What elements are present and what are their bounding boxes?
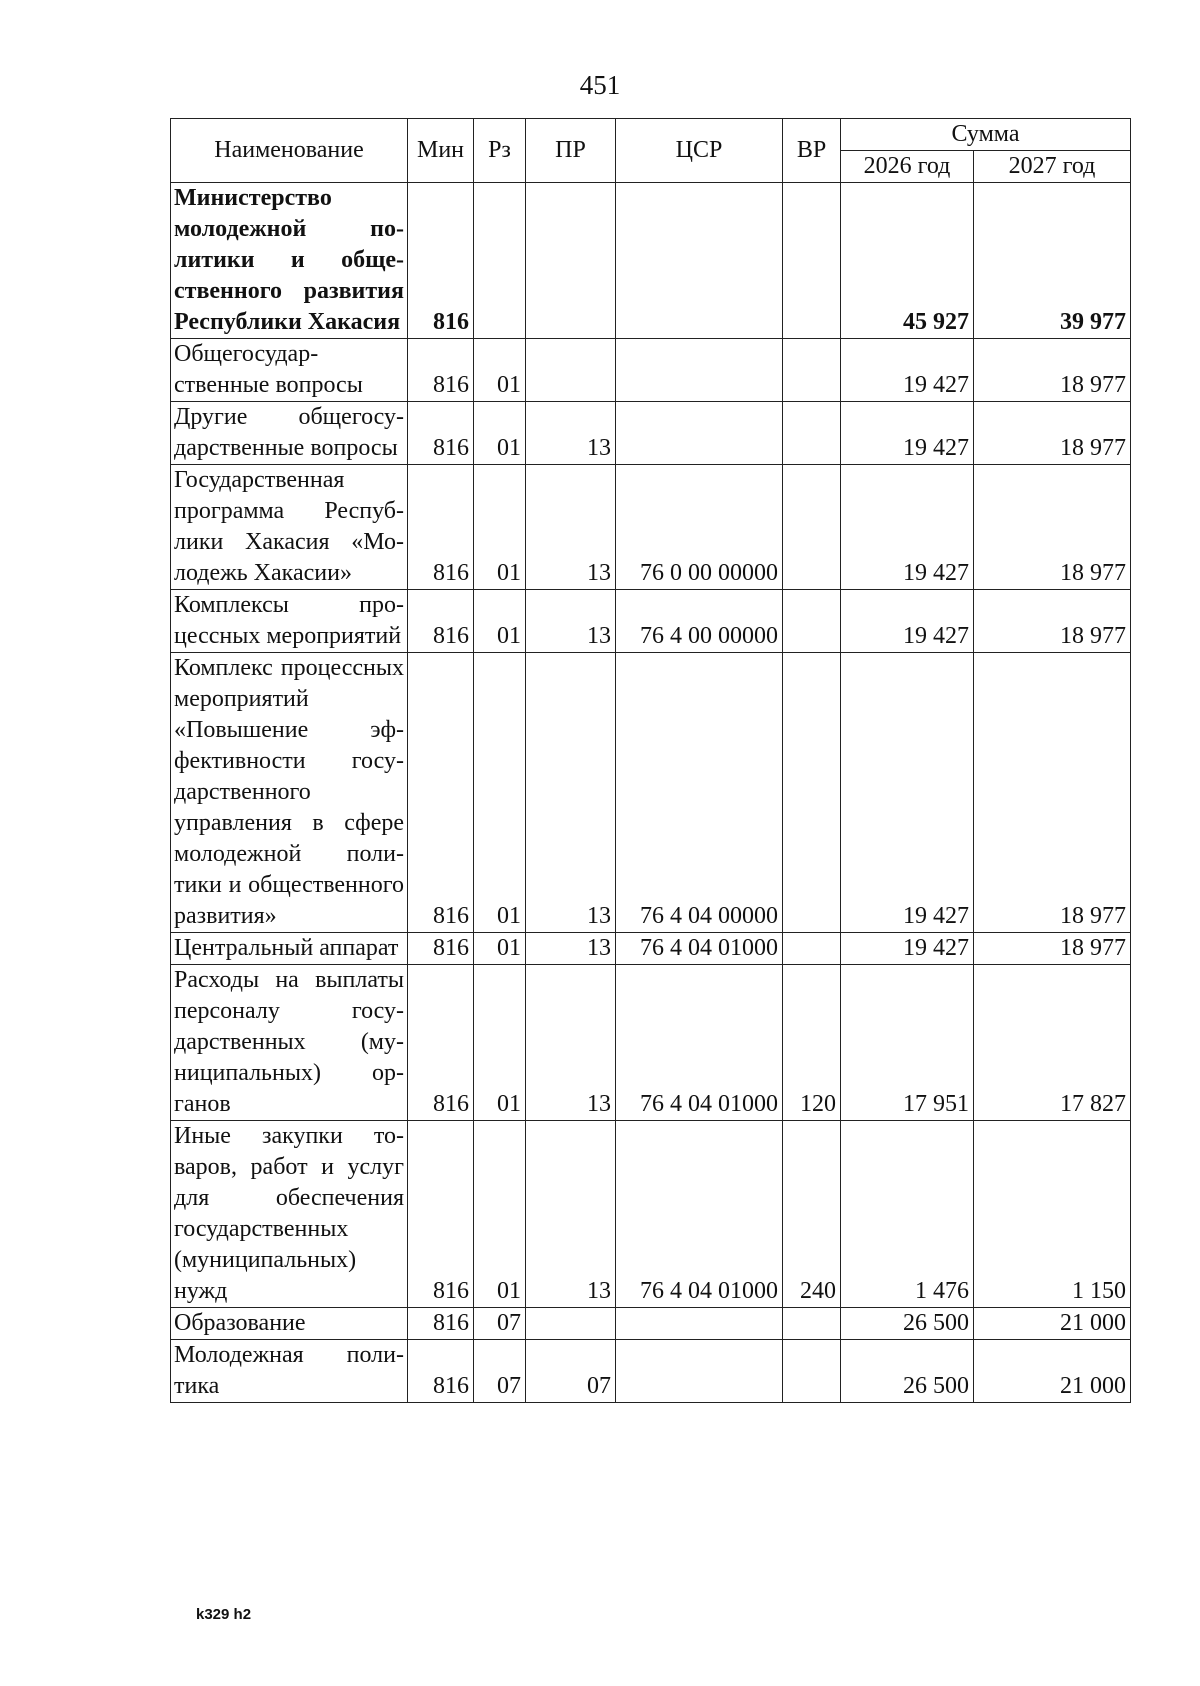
row-rz: 01 bbox=[474, 653, 526, 933]
row-min: 816 bbox=[408, 1121, 474, 1308]
row-sum-2026: 19 427 bbox=[841, 402, 974, 465]
row-pr: 07 bbox=[526, 1340, 616, 1403]
row-sum-2026: 26 500 bbox=[841, 1340, 974, 1403]
header-sum: Сумма bbox=[841, 119, 1131, 151]
table-row bbox=[171, 590, 1131, 653]
row-csr bbox=[616, 402, 783, 465]
row-min: 816 bbox=[408, 183, 474, 339]
table-row bbox=[171, 465, 1131, 590]
row-sum-2027: 18 977 bbox=[974, 339, 1131, 402]
row-sum-2026: 19 427 bbox=[841, 653, 974, 933]
row-csr bbox=[616, 1340, 783, 1403]
row-name: Молодежная политика bbox=[171, 1340, 408, 1403]
header-year-2027: 2027 год bbox=[974, 151, 1131, 183]
row-name: Образование bbox=[171, 1308, 408, 1340]
table-row bbox=[171, 933, 1131, 965]
row-pr bbox=[526, 339, 616, 402]
row-csr: 76 4 00 00000 bbox=[616, 590, 783, 653]
row-name: Расходы на выплаты персоналу государственных (муниципальных) органов bbox=[171, 965, 408, 1121]
header-min: Мин bbox=[408, 119, 474, 183]
row-min: 816 bbox=[408, 653, 474, 933]
row-name: Министерство молодежной политики и общественного развития Республики Хакасия bbox=[171, 183, 408, 339]
budget-table bbox=[170, 118, 1131, 1403]
header-csr: ЦСР bbox=[616, 119, 783, 183]
row-name: Центральный аппарат bbox=[171, 933, 408, 965]
row-csr: 76 4 04 01000 bbox=[616, 933, 783, 965]
row-rz: 07 bbox=[474, 1340, 526, 1403]
row-name: Комплекс процессных мероприятий «Повышение эффективности государственного управления в сфере молодежной политики и общественного развития» bbox=[171, 653, 408, 933]
table-row bbox=[171, 965, 1131, 1121]
footer-code: k329 h2 bbox=[196, 1606, 252, 1623]
row-vr bbox=[783, 1308, 841, 1340]
page-number: 451 bbox=[579, 70, 621, 100]
row-min: 816 bbox=[408, 965, 474, 1121]
row-sum-2026: 1 476 bbox=[841, 1121, 974, 1308]
row-rz: 01 bbox=[474, 402, 526, 465]
row-sum-2026: 19 427 bbox=[841, 465, 974, 590]
row-sum-2027: 21 000 bbox=[974, 1340, 1131, 1403]
row-rz: 01 bbox=[474, 1121, 526, 1308]
row-pr bbox=[526, 1308, 616, 1340]
row-vr bbox=[783, 1340, 841, 1403]
row-pr: 13 bbox=[526, 933, 616, 965]
row-sum-2027: 18 977 bbox=[974, 402, 1131, 465]
row-sum-2026: 26 500 bbox=[841, 1308, 974, 1340]
row-csr: 76 4 04 01000 bbox=[616, 1121, 783, 1308]
row-sum-2026: 45 927 bbox=[841, 183, 974, 339]
row-rz bbox=[474, 183, 526, 339]
row-min: 816 bbox=[408, 402, 474, 465]
row-vr bbox=[783, 339, 841, 402]
row-rz: 01 bbox=[474, 590, 526, 653]
row-sum-2027: 17 827 bbox=[974, 965, 1131, 1121]
header-name: Наименование bbox=[171, 119, 408, 183]
header-rz: Рз bbox=[474, 119, 526, 183]
row-name: Иные закупки товаров, работ и услуг для обеспечения государственных (муниципальных) нужд bbox=[171, 1121, 408, 1308]
row-sum-2027: 18 977 bbox=[974, 590, 1131, 653]
row-min: 816 bbox=[408, 1340, 474, 1403]
row-vr bbox=[783, 465, 841, 590]
header-pr: ПР bbox=[526, 119, 616, 183]
table-row bbox=[171, 339, 1131, 402]
row-name: Комплексы процессных мероприятий bbox=[171, 590, 408, 653]
row-pr: 13 bbox=[526, 590, 616, 653]
row-min: 816 bbox=[408, 1308, 474, 1340]
row-rz: 01 bbox=[474, 965, 526, 1121]
row-rz: 01 bbox=[474, 465, 526, 590]
row-vr bbox=[783, 653, 841, 933]
table-row bbox=[171, 402, 1131, 465]
row-vr bbox=[783, 590, 841, 653]
row-rz: 01 bbox=[474, 933, 526, 965]
row-sum-2027: 1 150 bbox=[974, 1121, 1131, 1308]
row-pr bbox=[526, 183, 616, 339]
header-year-2026: 2026 год bbox=[841, 151, 974, 183]
row-name: Государственная программа Республики Хакасия «Молодежь Хакасии» bbox=[171, 465, 408, 590]
row-pr: 13 bbox=[526, 1121, 616, 1308]
row-pr: 13 bbox=[526, 465, 616, 590]
row-min: 816 bbox=[408, 339, 474, 402]
row-name: Общегосударственные вопросы bbox=[171, 339, 408, 402]
row-pr: 13 bbox=[526, 653, 616, 933]
row-vr: 240 bbox=[783, 1121, 841, 1308]
row-pr: 13 bbox=[526, 402, 616, 465]
row-sum-2026: 19 427 bbox=[841, 590, 974, 653]
row-sum-2026: 19 427 bbox=[841, 339, 974, 402]
row-vr bbox=[783, 183, 841, 339]
row-min: 816 bbox=[408, 933, 474, 965]
table-row bbox=[171, 653, 1131, 933]
row-csr bbox=[616, 339, 783, 402]
table-row bbox=[171, 1340, 1131, 1403]
row-sum-2027: 18 977 bbox=[974, 465, 1131, 590]
table-row bbox=[171, 1121, 1131, 1308]
row-name: Другие общегосударственные вопросы bbox=[171, 402, 408, 465]
row-vr: 120 bbox=[783, 965, 841, 1121]
row-vr bbox=[783, 933, 841, 965]
row-sum-2026: 17 951 bbox=[841, 965, 974, 1121]
row-csr: 76 0 00 00000 bbox=[616, 465, 783, 590]
row-csr: 76 4 04 00000 bbox=[616, 653, 783, 933]
row-min: 816 bbox=[408, 590, 474, 653]
row-csr bbox=[616, 183, 783, 339]
row-csr: 76 4 04 01000 bbox=[616, 965, 783, 1121]
row-rz: 07 bbox=[474, 1308, 526, 1340]
row-sum-2027: 39 977 bbox=[974, 183, 1131, 339]
row-rz: 01 bbox=[474, 339, 526, 402]
row-sum-2027: 18 977 bbox=[974, 933, 1131, 965]
row-sum-2027: 18 977 bbox=[974, 653, 1131, 933]
row-sum-2026: 19 427 bbox=[841, 933, 974, 965]
row-vr bbox=[783, 402, 841, 465]
row-csr bbox=[616, 1308, 783, 1340]
row-sum-2027: 21 000 bbox=[974, 1308, 1131, 1340]
header-vr: ВР bbox=[783, 119, 841, 183]
row-pr: 13 bbox=[526, 965, 616, 1121]
table-row bbox=[171, 1308, 1131, 1340]
row-min: 816 bbox=[408, 465, 474, 590]
table-row bbox=[171, 183, 1131, 339]
